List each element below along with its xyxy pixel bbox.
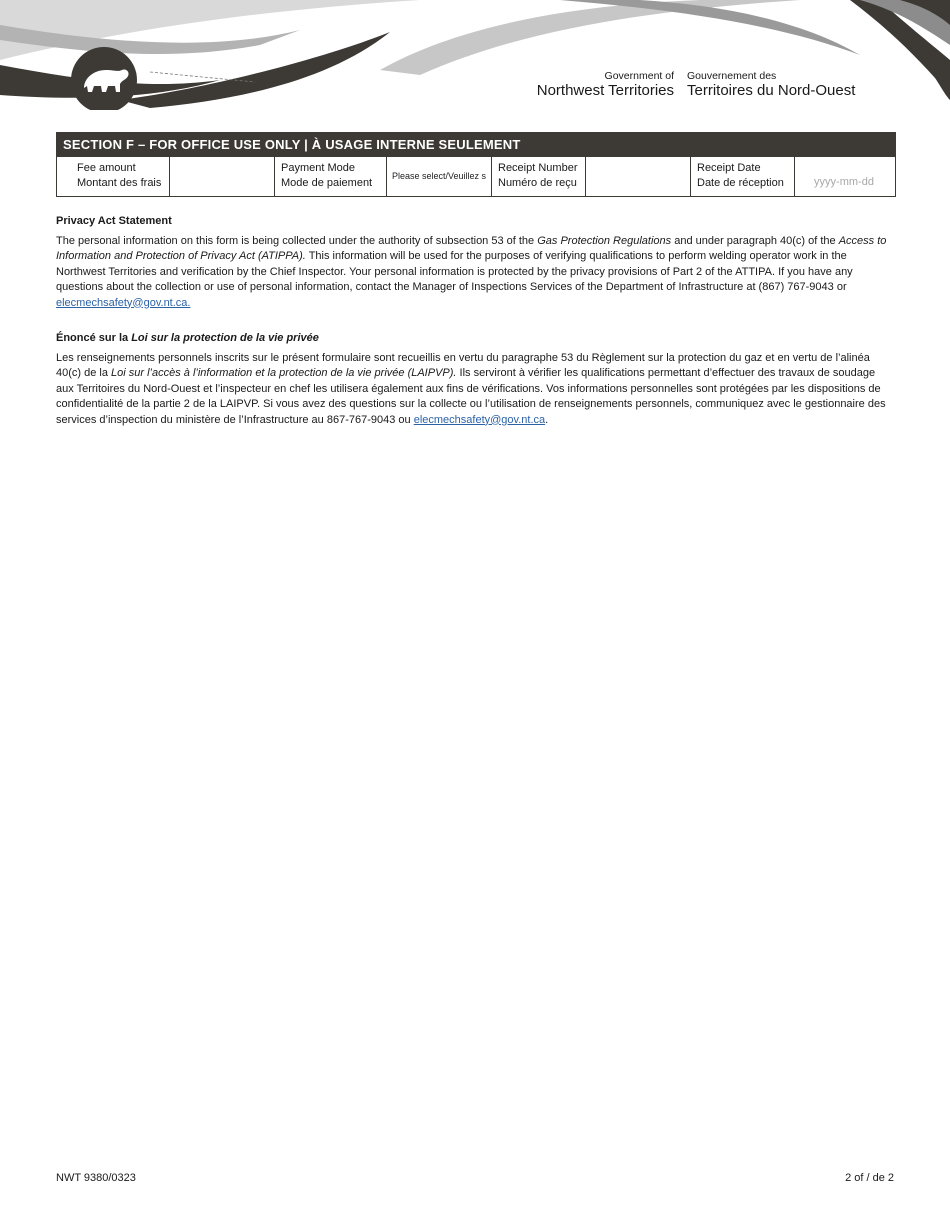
receipt-number-input[interactable]: [586, 157, 691, 196]
page-number: 2 of / de 2: [845, 1172, 894, 1184]
privacy-en-text-3: This information will be used for the purposes of verifying qualifications to perform welding operator work in the Northwest Territories and verification by the Chief Inspector. Your personal information is protected by the privacy provisions of Part 2 of the ATTIPA. If you have any questions about the collection or use of personal information, contact the Manager of Inspections Services of the Department of Infrastructure at (867) 767-9043 or: [56, 250, 853, 293]
privacy-fr-end: .: [545, 413, 549, 426]
privacy-fr-heading-italic: Loi sur la protection de la vie privée: [131, 332, 319, 344]
fee-amount-input[interactable]: [170, 157, 275, 196]
gov-fr-line1: Gouvernement des: [687, 70, 777, 82]
privacy-statement-en: [56, 214, 894, 311]
payment-mode-value: Please select/Veuillez s: [391, 171, 487, 181]
receipt-date-label: [691, 157, 795, 196]
government-of-nwt-english: [524, 70, 674, 100]
privacy-fr-heading-plain: Énoncé sur la: [56, 332, 132, 344]
privacy-en-italic-1: Gas Protection Regulations: [537, 234, 672, 247]
section-f-office-use: [56, 132, 896, 197]
gov-en-line2: Northwest Territories: [536, 82, 674, 99]
section-f-fields-row: [57, 157, 895, 196]
section-f-title: SECTION F – FOR OFFICE USE ONLY | À USAGE INTERNE SEULEMENT: [57, 133, 895, 157]
receipt-date-input[interactable]: yyyy-mm-dd: [814, 176, 874, 188]
payment-mode-select[interactable]: [387, 157, 492, 196]
privacy-fr-italic-1: Loi sur l’accès à l’information et la protection de la vie privée (LAIPVP).: [111, 367, 457, 379]
privacy-body-fr: [56, 351, 894, 429]
payment-label-en: Payment Mode: [281, 162, 355, 174]
privacy-body-en: [56, 234, 894, 312]
form-number: NWT 9380/0323: [56, 1172, 136, 1184]
date-label-en: Receipt Date: [697, 162, 761, 174]
government-of-nwt-french: [687, 70, 877, 100]
privacy-heading-en: Privacy Act Statement: [56, 215, 172, 227]
fee-amount-label: [57, 157, 170, 196]
email-link-fr[interactable]: elecmechsafety@gov.nt.ca: [413, 413, 546, 426]
fee-label-en: Fee amount: [77, 162, 136, 174]
privacy-fr-text-1: Les renseignements personnels inscrits sur le présent formulaire sont recueillis en vertu du paragraphe 53 du Règlement sur la protection du gaz et en vertu de l’alinéa 40(c) de la: [56, 351, 870, 379]
privacy-en-italic-2: Access to Information and Protection of Privacy Act (ATIPPA).: [56, 234, 887, 262]
receipt-label-fr: Numéro de reçu: [498, 177, 577, 189]
privacy-heading-fr: [56, 331, 894, 347]
gov-fr-line2: Territoires du Nord-Ouest: [687, 82, 856, 99]
privacy-en-text-2: and under paragraph 40(c) of the: [671, 234, 839, 247]
receipt-label-en: Receipt Number: [498, 162, 578, 174]
receipt-number-label: [492, 157, 586, 196]
fee-label-fr: Montant des frais: [77, 177, 162, 189]
privacy-statement-fr: [56, 331, 894, 428]
payment-label-fr: Mode de paiement: [281, 177, 373, 189]
date-label-fr: Date de réception: [697, 177, 784, 189]
payment-mode-label: [275, 157, 387, 196]
email-link-en[interactable]: elecmechsafety@gov.nt.ca.: [56, 296, 191, 309]
privacy-fr-text-2: Ils serviront à vérifier les qualifications permettant d’effectuer des travaux de soudage aux Territoires du Nord-Ouest et l’inspecteur en chef les utilisera également aux fins de vérifications. Vos informations personnelles sont protégées par les dispositions de confidentialité de la partie 2 de la LAIPVP. Si vous avez des questions sur la collecte ou l’utilisation de renseignements personnels, communiquez avec le gestionnaire des services d’inspection du ministère de l’Infrastructure au 867-767-9043 ou: [56, 367, 886, 426]
gov-en-line1: Government of: [604, 70, 674, 82]
privacy-en-text-1: The personal information on this form is being collected under the authority of subsection 53 of the: [56, 234, 538, 247]
